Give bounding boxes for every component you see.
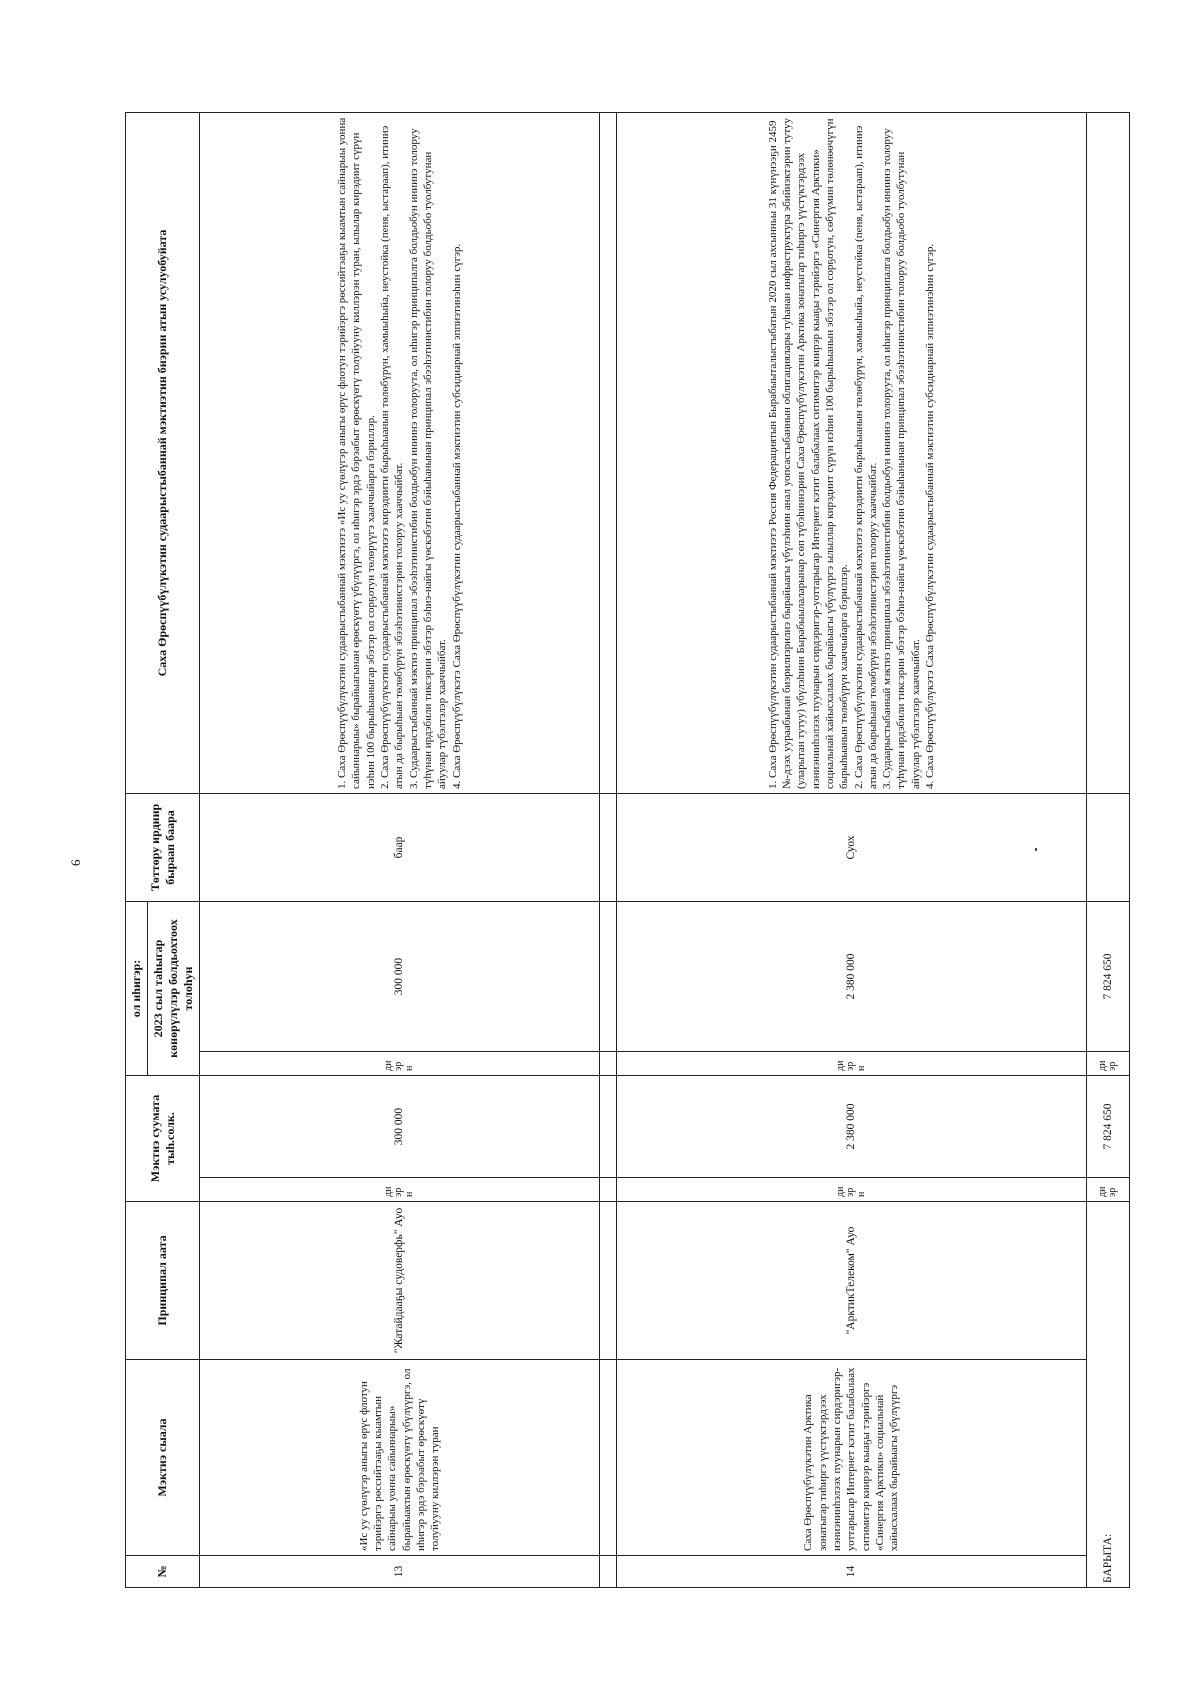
row-2023-amount: 2 380 000 (617, 901, 1087, 1051)
condition-item: 3. Судаарыстыбаннай мэктиэ принципал эбээһэтинистибин болдьобун иниинэ толоруута, ол иһигэр принципалга болдьобун иниинэ толоруу түһүнан ирдэбили тиксэрии эбэтэр бэһиэ-найгы үөскэбэтин бэйыһанынан принципал эбээһэтинистибин толоруу болдьобо туолбутунан айуулар түбэлтэлэр хааччыйбат. (881, 128, 922, 789)
row-return-right: Суох (617, 793, 1087, 901)
header-row-1 (126, 112, 148, 1587)
row-conditions (617, 112, 1087, 793)
total-2023-amount: 7 824 650 (1087, 901, 1130, 1051)
guarantee-table (125, 112, 1130, 1588)
total-unit: ди эр (1087, 1178, 1130, 1202)
total-label: БАРЫТА: (1087, 1202, 1130, 1588)
condition-item: 4. Саха Өрөспүүбүлүкэтэ Саха Өрөспүүбүлүкэтин судаарыстыбаннай мэктиэтин субсидиарнай эппиэтинэһин сүгэр. (450, 243, 463, 789)
total-row (1087, 112, 1130, 1587)
row-conditions (200, 112, 600, 793)
row-unit: ди эр н (200, 1178, 600, 1202)
row-unit: ди эр н (617, 1052, 1087, 1076)
rotated-table-container (125, 113, 1130, 1588)
header-conditions: Саха Өрөспүүбүлүкэтин судаарыстыбаннай мэктиэтин биэрии атын усулуобуйата (126, 112, 200, 793)
total-conditions-empty (1087, 112, 1130, 793)
row-return-right: баар (200, 793, 600, 901)
row-unit: ди эр н (617, 1178, 1087, 1202)
header-including: ол иһигэр: (126, 901, 148, 1075)
header-return: Төттөру ирдиир быраап баара (126, 793, 200, 901)
total-amount: 7 824 650 (1087, 1076, 1130, 1178)
row-purpose: Саха Өрөспүүбүлүкэтин Арктика зонатыгар тиһиргэ үүстүктэрдээх иэниэнииһэлээх пуунарын сирдэригэр-уоттарыгар Интернет кэтит балабалаах ситимитэр киирэр кыаҕы тэрийэргэ «Синергия Арктики» социальнай хайысхалаах бырайыагы үбүлүүргэ (617, 1360, 1087, 1556)
row-2023-amount: 300 000 (200, 901, 600, 1051)
row-amount: 300 000 (200, 1076, 600, 1178)
total-return-empty (1087, 793, 1130, 901)
row-separator (600, 112, 617, 1587)
header-principal: Принципал аата (126, 1202, 200, 1360)
header-name: Мэктиэ сыала (126, 1360, 200, 1556)
condition-item: 2. Саха Өрөспүүбүлүкэтин судаарыстыбаннай мэктиэтэ кирэдиити бырыһыанын төлөбүрүн, хамыыһыйа, неустойка (пеня, ыстараап), итиниэ атын да бырыһыан төлөбүрүн эбээһэтинистэрин толоруу хааччыйбат. (379, 125, 406, 789)
condition-item: 4. Саха Өрөспүүбүлүкэтэ Саха Өрөспүүбүлүкэтин судаарыстыбаннай мэктиэтин субсидиарнай эппиэтинэһин сүгэр. (923, 243, 936, 789)
page-number: 6 (68, 859, 83, 866)
row-unit: ди эр н (200, 1052, 600, 1076)
condition-item: 2. Саха Өрөспүүбүлүкэтин судаарыстыбаннай мэктиэтэ кирэдиити бырыһыанын төлөбүрүн, хамыыһыйа, неустойка (пеня, ыстараап), итиниэ атын да бырыһыан төлөбүрүн эбээһэтинистэрин толоруу хааччыйбат. (852, 125, 879, 789)
table-row (617, 112, 1087, 1587)
row-number: 13 (200, 1556, 600, 1588)
row-number: 14 (617, 1556, 1087, 1588)
row-principal: "АрктикТелеком" Ауо (617, 1202, 1087, 1360)
condition-item: 1. Саха Өрөспүүбүлүкэтин судаарыстыбаннай мэктиэтэ «Ис уу сүөлүгэр аныгы өрүс флотун тэрийэргэ рөссийтэаҕы кыамтын сайнарыы уонна сайыннарыы» бырайыагынан өрөскүөтү үбүлүүргэ, ол иһигэр эрдэ бэрэабыт өрөскүөтү толуйууну киллэрэн туран, ылылар кирэдиит сүрүн иэһин 100 бырыһыаныгар эбэтэр ол сорҕотун төлөрүүгэ хааччыйарга бэриллэр. (336, 117, 377, 789)
condition-item: 1. Саха Өрөспүүбүлүкэтин судаарыстыбаннай мэктиэтэ Россия Федерациятын Бырабыыталыстыбатын 2020 сыл ахсынньы 31 күнүнээҕи 2459 №-дээх уураабынан биэрилиэрилиэ бырайыагы үбүлэһиин анал уопсастыбаннын облигациялары туһанан инфраструктура эбийиэктэрин тутуу (уларытан тутуу) үбүлэһиин Бырабыылаларынар сөп түбэһиннэрин Саха Өрөспүүбүлүкэтин Арктика зонатыгар тиһиргэ үүстүктэрдээх иэниэнииһэлээх пуунарын сирдэригэр-уоттарыгар Интернет кэтит балабалаах ситимитэр киирэр кыаҕы тэрийэргэ «Синергия Арктики» социальнай хайысхалаах бырайыагы үбүлүүргэ ылыллар кирэдиит сүрүн иэһин 100 бырыһыанын эбэтэр ол сорҕотун, сөбүүмин төлөнөөчүгүн бырыһыанын төлөбүрүн хааччыйарга бэриллэр. (766, 117, 851, 789)
condition-item: 3. Судаарыстыбаннай мэктиэ принципал эбээһэтинистибин болдьобун иниинэ толоруута, ол иһигэр принципалга болдьобун иниинэ толоруу түһүнан ирдэбили тиксэрии эбэтэр бэһиэ-найгы үөскэбэтин бэйыһанынан принципал эбээһэтинистибин толоруу болдьобо туолбутунан айуулар түбэлтэлэр хааччыйбат. (407, 128, 449, 789)
total-unit: ди эр (1087, 1052, 1130, 1076)
header-amount: Мэктиэ суумата тыһ.солк. (126, 1076, 200, 1202)
row-purpose: «Ис уу сүөлүгэр аныгы өрүс флотун тэрийэргэ рөссийтэаҕы кыамтын сайнарыы уонна сайыннарыы» бырайыактын өрөскүөтү үбүлүүргэ, ол иһигэр эрдэ бэрэабыт өрөскүөтү толуйууну киллэрэн туран (200, 1360, 600, 1556)
row-amount: 2 380 000 (617, 1076, 1087, 1178)
table-row (200, 112, 600, 1587)
header-num: № (126, 1556, 200, 1588)
row-principal: "Жатайдааҕы судоверфь" Ауо (200, 1202, 600, 1360)
header-2023: 2023 сыл таһыгар көнөрүлүлэр болдьохтоох толоһун (148, 901, 200, 1075)
